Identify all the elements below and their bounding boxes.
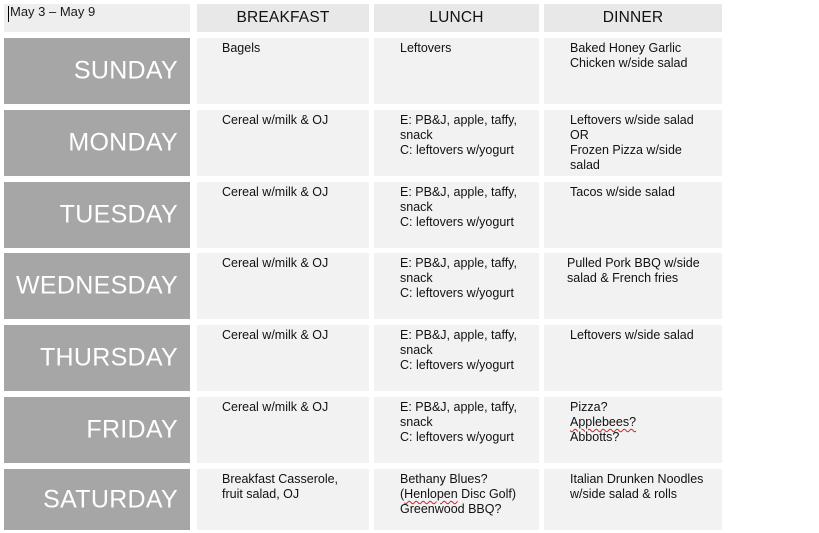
day-cell-thursday[interactable]	[4, 325, 190, 391]
meal-text	[570, 400, 718, 445]
meal-line: Greenwood BBQ?	[400, 502, 502, 516]
meal-line: snack	[400, 128, 433, 142]
meal-line: Applebees?	[570, 415, 637, 429]
thursday-breakfast-cell[interactable]	[197, 325, 369, 391]
meal-text	[400, 185, 533, 230]
meal-line: snack	[400, 343, 433, 357]
monday-lunch-cell[interactable]	[374, 110, 539, 176]
meal-line: Abbotts?	[570, 430, 620, 444]
meal-line: snack	[400, 271, 433, 285]
meal-line: Cereal w/milk & OJ	[222, 328, 329, 342]
meal-text	[222, 328, 365, 343]
meal-line: Pulled Pork BBQ w/side	[567, 256, 700, 270]
dinner-header: DINNER	[544, 4, 722, 32]
meal-line: Leftovers w/side salad	[570, 328, 694, 342]
meal-line: OR	[570, 128, 589, 142]
saturday-lunch-cell[interactable]	[374, 469, 539, 530]
meal-line: salad & French fries	[567, 271, 679, 285]
meal-text	[567, 256, 718, 286]
day-cell-monday[interactable]	[4, 110, 190, 176]
meal-line: Chicken w/side salad	[570, 56, 688, 70]
thursday-dinner-cell[interactable]	[544, 325, 722, 391]
meal-line: fruit salad, OJ	[222, 487, 300, 501]
meal-line: snack	[400, 415, 433, 429]
wednesday-lunch-cell[interactable]	[374, 253, 539, 319]
meal-line: Baked Honey Garlic	[570, 41, 682, 55]
wednesday-dinner-cell[interactable]	[544, 253, 722, 319]
lunch-header: LUNCH	[374, 4, 539, 32]
meal-line: Leftovers	[400, 41, 452, 55]
day-label: SATURDAY	[43, 485, 178, 513]
meal-text	[400, 472, 533, 517]
friday-breakfast-cell[interactable]	[197, 397, 369, 463]
meal-text	[400, 113, 533, 158]
text-cursor	[8, 6, 9, 22]
meal-line: Cereal w/milk & OJ	[222, 185, 329, 199]
day-label: FRIDAY	[86, 415, 178, 444]
meal-line: Cereal w/milk & OJ	[222, 113, 329, 127]
meal-line: Frozen Pizza w/side	[570, 143, 682, 157]
meal-line: Bagels	[222, 41, 261, 55]
day-cell-sunday[interactable]	[4, 38, 190, 104]
meal-text	[222, 185, 365, 200]
day-label: TUESDAY	[59, 200, 178, 229]
tuesday-lunch-cell[interactable]	[374, 182, 539, 248]
friday-lunch-cell[interactable]	[374, 397, 539, 463]
sunday-dinner-cell[interactable]	[544, 38, 722, 104]
day-label: THURSDAY	[39, 343, 178, 372]
friday-dinner-cell[interactable]	[544, 397, 722, 463]
meal-line: E: PB&J, apple, taffy,	[400, 328, 517, 342]
meal-text	[400, 400, 533, 445]
sunday-lunch-cell[interactable]	[374, 38, 539, 104]
saturday-breakfast-cell[interactable]	[197, 469, 369, 530]
day-cell-saturday[interactable]	[4, 469, 190, 530]
meal-line: Bethany Blues?	[400, 472, 488, 486]
day-label: WEDNESDAY	[16, 271, 178, 300]
meal-line: Tacos w/side salad	[570, 185, 675, 199]
meal-text	[570, 185, 718, 200]
day-cell-friday[interactable]	[4, 397, 190, 463]
day-cell-wednesday[interactable]	[4, 253, 190, 319]
meal-line: Cereal w/milk & OJ	[222, 400, 329, 414]
day-label: MONDAY	[68, 128, 178, 157]
date-range-cell[interactable]	[4, 4, 190, 32]
saturday-dinner-cell[interactable]	[544, 469, 722, 530]
monday-dinner-cell[interactable]	[544, 110, 722, 176]
spellcheck-word: Henlopen	[404, 487, 458, 501]
meal-line: salad	[570, 158, 600, 172]
meal-text	[400, 41, 533, 56]
meal-text	[222, 41, 365, 56]
meal-line: C: leftovers w/yogurt	[400, 143, 514, 157]
meal-line: Breakfast Casserole,	[222, 472, 339, 486]
breakfast-header: BREAKFAST	[197, 4, 369, 32]
meal-line: Cereal w/milk & OJ	[222, 256, 329, 270]
meal-line: E: PB&J, apple, taffy,	[400, 113, 517, 127]
meal-text	[400, 328, 533, 373]
meal-line: C: leftovers w/yogurt	[400, 215, 514, 229]
tuesday-breakfast-cell[interactable]	[197, 182, 369, 248]
date-range-text: May 3 – May 9	[10, 4, 96, 19]
meal-line: E: PB&J, apple, taffy,	[400, 185, 517, 199]
meal-text	[570, 41, 718, 71]
meal-text	[222, 256, 365, 271]
meal-line: Pizza?	[570, 400, 608, 414]
day-label: SUNDAY	[73, 56, 178, 85]
meal-line: Leftovers w/side salad	[570, 113, 694, 127]
meal-line: C: leftovers w/yogurt	[400, 358, 514, 372]
meal-line: C: leftovers w/yogurt	[400, 286, 514, 300]
tuesday-dinner-cell[interactable]	[544, 182, 722, 248]
meal-line: Italian Drunken Noodles	[570, 472, 704, 486]
meal-text	[222, 113, 365, 128]
meal-line: w/side salad & rolls	[570, 487, 677, 501]
meal-line: C: leftovers w/yogurt	[400, 430, 514, 444]
meal-line: (Henlopen Disc Golf)	[400, 487, 517, 501]
monday-breakfast-cell[interactable]	[197, 110, 369, 176]
meal-text	[400, 256, 533, 301]
meal-text	[570, 113, 718, 173]
meal-line: snack	[400, 200, 433, 214]
thursday-lunch-cell[interactable]	[374, 325, 539, 391]
meal-text	[222, 472, 365, 502]
wednesday-breakfast-cell[interactable]	[197, 253, 369, 319]
meal-line: E: PB&J, apple, taffy,	[400, 256, 517, 270]
meal-line: E: PB&J, apple, taffy,	[400, 400, 517, 414]
meal-text	[570, 472, 718, 502]
meal-text	[222, 400, 365, 415]
sunday-breakfast-cell[interactable]	[197, 38, 369, 104]
meal-text	[570, 328, 718, 343]
day-cell-tuesday[interactable]	[4, 182, 190, 248]
